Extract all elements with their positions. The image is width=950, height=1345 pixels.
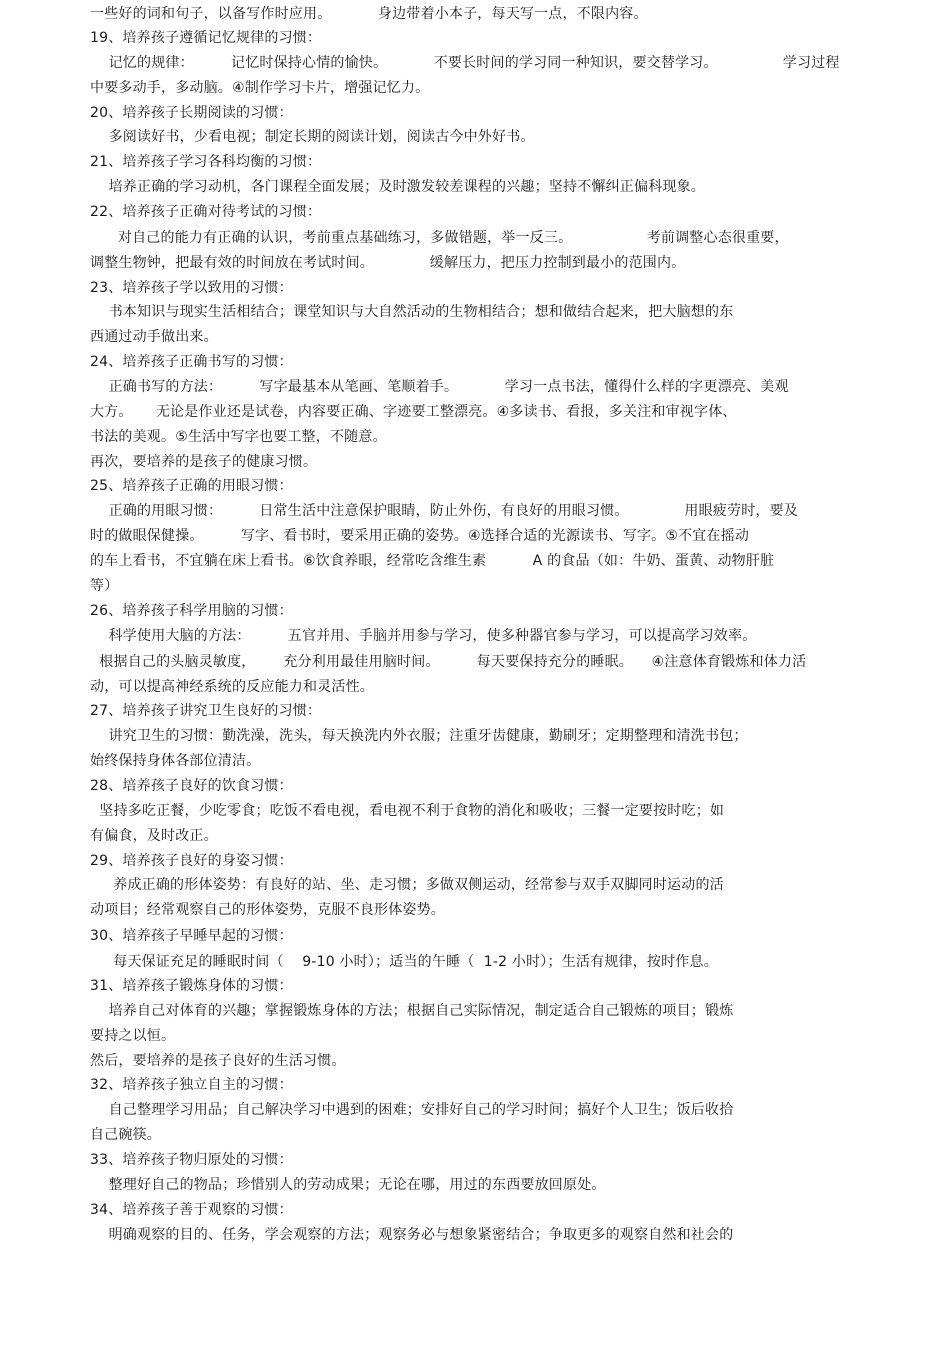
text-line: 培养正确的学习动机，各门课程全面发展；及时激发较差课程的兴趣；坚持不懈纠正偏科现象。	[90, 179, 705, 195]
section-heading: 26、培养孩子科学用脑的习惯：	[90, 603, 293, 619]
text-line: 再次，要培养的是孩子的健康习惯。	[90, 454, 318, 470]
section-heading: 19、培养孩子遵循记忆规律的习惯：	[90, 30, 322, 46]
section-heading: 34、培养孩子善于观察的习惯：	[90, 1202, 293, 1218]
section-heading: 27、培养孩子讲究卫生良好的习惯：	[90, 703, 322, 719]
text-line: 多阅读好书，少看电视；制定长期的阅读计划，阅读古今中外好书。	[90, 129, 535, 145]
text-line: 自己碗筷。	[90, 1127, 161, 1143]
text-line: 正确的用眼习惯： 日常生活中注意保护眼睛，防止外伤，有良好的用眼习惯。 用眼疲劳时，要及	[90, 503, 799, 519]
text-line: 时的做眼保健操。 写字、看书时，要采用正确的姿势。④选择合适的光源读书、写字。⑤不宜在摇动	[90, 528, 750, 544]
text-line: 对自己的能力有正确的认识，考前重点基础练习，多做错题，举一反三。 考前调整心态很重要，	[90, 230, 789, 246]
text-line: 正确书写的方法： 写字最基本从笔画、笔顺着手。 学习一点书法，懂得什么样的字更漂亮、美观	[90, 379, 789, 395]
text-line: 每天保证充足的睡眠时间（ 9-10 小时）；适当的午睡（ 1-2 小时）；生活有规律，按时作息。	[90, 954, 718, 970]
text-line: 始终保持身体各部位清洁。	[90, 753, 261, 769]
text-line: 一些好的词和句子，以备写作时应用。 身边带着小本子，每天写一点，不限内容。	[90, 6, 648, 22]
section-heading: 21、培养孩子学习各科均衡的习惯：	[90, 154, 322, 170]
section-heading: 25、培养孩子正确的用眼习惯：	[90, 478, 293, 494]
text-line: 调整生物钟，把最有效的时间放在考试时间。 缓解压力，把压力控制到最小的范围内。	[90, 255, 686, 271]
text-line: 的车上看书，不宜躺在床上看书。⑥饮食养眼，经常吃含维生素 A 的食品（如：牛奶、蛋黄、动物肝脏	[90, 553, 775, 569]
text-line: 书本知识与现实生活相结合；课堂知识与大自然活动的生物相结合；想和做结合起来，把大脑想的东	[90, 304, 734, 320]
section-heading: 33、培养孩子物归原处的习惯：	[90, 1152, 293, 1168]
text-line: 养成正确的形体姿势：有良好的站、坐、走习惯；多做双侧运动，经常参与双手双脚同时运动的活	[90, 877, 724, 893]
section-heading: 24、培养孩子正确书写的习惯：	[90, 354, 293, 370]
section-heading: 32、培养孩子独立自主的习惯：	[90, 1077, 293, 1093]
section-heading: 20、培养孩子长期阅读的习惯：	[90, 105, 293, 121]
text-line: 根据自己的头脑灵敏度， 充分利用最佳用脑时间。 每天要保持充分的睡眠。 ④注意体育锻炼和体力活	[90, 654, 807, 670]
text-line: 讲究卫生的习惯：勤洗澡，洗头，每天换洗内外衣服；注重牙齿健康，勤刷牙；定期整理和清洗书包；	[90, 728, 748, 744]
text-line: 培养自己对体育的兴趣；掌握锻炼身体的方法；根据自己实际情况，制定适合自己锻炼的项目；锻炼	[90, 1003, 734, 1019]
text-line: 整理好自己的物品；珍惜别人的劳动成果；无论在哪，用过的东西要放回原处。	[90, 1177, 606, 1193]
text-line: 大方。 无论是作业还是试卷，内容要正确、字迹要工整漂亮。④多读书、看报，多关注和审视字体、	[90, 404, 737, 420]
text-line: 动项目；经常观察自己的形体姿势，克服不良形体姿势。	[90, 902, 445, 918]
text-line: 中要多动手，多动脑。④制作学习卡片，增强记忆力。	[90, 80, 430, 96]
text-line: 等）	[90, 578, 119, 594]
text-line: 明确观察的目的、任务，学会观察的方法；观察务必与想象紧密结合；争取更多的观察自然和社会的	[90, 1227, 734, 1243]
text-line: 西通过动手做出来。	[90, 329, 218, 345]
section-heading: 22、培养孩子正确对待考试的习惯：	[90, 204, 322, 220]
section-heading: 29、培养孩子良好的身姿习惯：	[90, 853, 293, 869]
text-line: 要持之以恒。	[90, 1028, 176, 1044]
text-line: 自己整理学习用品；自己解决学习中遇到的困难；安排好自己的学习时间；搞好个人卫生；饭后收拾	[90, 1102, 734, 1118]
section-heading: 31、培养孩子锻炼身体的习惯：	[90, 978, 293, 994]
text-line: 科学使用大脑的方法： 五官并用、手脑并用参与学习，使多种器官参与学习，可以提高学习效率。	[90, 628, 757, 644]
text-line: 然后，要培养的是孩子良好的生活习惯。	[90, 1053, 346, 1069]
text-line: 动，可以提高神经系统的反应能力和灵活性。	[90, 679, 374, 695]
section-heading: 30、培养孩子早睡早起的习惯：	[90, 928, 293, 944]
section-heading: 23、培养孩子学以致用的习惯：	[90, 280, 293, 296]
text-line: 书法的美观。⑤生活中写字也要工整，不随意。	[90, 429, 387, 445]
text-line: 有偏食，及时改正。	[90, 828, 218, 844]
text-line: 记忆的规律： 记忆时保持心情的愉快。 不要长时间的学习同一种知识，要交替学习。 学习过程	[90, 55, 840, 71]
section-heading: 28、培养孩子良好的饮食习惯：	[90, 778, 293, 794]
text-line: 坚持多吃正餐，少吃零食；吃饭不看电视，看电视不利于食物的消化和吸收；三餐一定要按时吃；如	[90, 803, 725, 819]
